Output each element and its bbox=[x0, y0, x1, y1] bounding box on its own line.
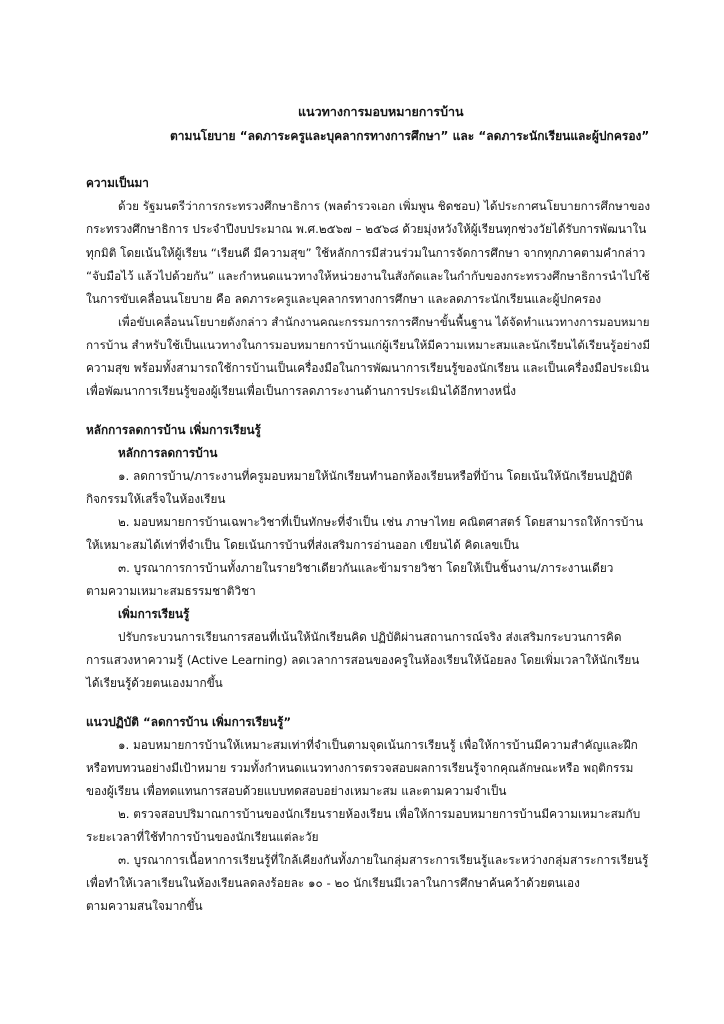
paragraph-line: การแสวงหาความรู้ (Active Learning) ลดเวลาการสอนของครูในห้องเรียนให้น้อยลง โดยเพิ่มเวลาให้นักเรียน bbox=[86, 653, 640, 667]
paragraph-line: “จับมือไว้ แล้วไปด้วยกัน” และกำหนดแนวทางให้หน่วยงานในสังกัดและในกำกับของกระทรวงศึกษาธิการนำไปใช้ bbox=[86, 269, 650, 283]
list-item-line: ๑. มอบหมายการบ้านให้เหมาะสมเท่าที่จำเป็นตามจุดเน้นการเรียนรู้ เพื่อให้การบ้านมีความสำคัญและฝึก bbox=[118, 738, 638, 752]
section-heading-background: ความเป็นมา bbox=[86, 176, 149, 190]
list-item-line: เพื่อทำให้เวลาเรียนในห้องเรียนลดลงร้อยละ ๑๐ - ๒๐ นักเรียนมีเวลาในการศึกษาค้นคว้าด้วยตนเอง bbox=[86, 876, 580, 890]
list-item-line: ระยะเวลาที่ใช้ทำการบ้านของนักเรียนแต่ละวัย bbox=[86, 830, 319, 844]
paragraph-line: การบ้าน สำหรับใช้เป็นแนวทางในการมอบหมายการบ้านแก่ผู้เรียนให้มีความเหมาะสมและนักเรียนได้เรียนรู้อย่างมี bbox=[86, 338, 651, 352]
list-item-line: ๓. บูรณาการการบ้านทั้งภายในรายวิชาเดียวกันและข้ามรายวิชา โดยให้เป็นชิ้นงาน/ภาระงานเดียว bbox=[118, 561, 614, 575]
document-title: แนวทางการมอบหมายการบ้าน bbox=[298, 104, 464, 119]
subheading-increase-learning: เพิ่มการเรียนรู้ bbox=[118, 607, 190, 621]
paragraph-line: ความสุข พร้อมทั้งสามารถใช้การบ้านเป็นเครื่องมือในการพัฒนาการเรียนรู้ของนักเรียน และเป็นเครื่องมือประเมิน bbox=[86, 361, 650, 375]
paragraph-line: ด้วย รัฐมนตรีว่าการกระทรวงศึกษาธิการ (พลตำรวจเอก เพิ่มพูน ชิดชอบ) ได้ประกาศนโยบายการศึกษาของ bbox=[118, 199, 651, 213]
list-item-line: ๒. มอบหมายการบ้านเฉพาะวิชาที่เป็นทักษะที่จำเป็น เช่น ภาษาไทย คณิตศาสตร์ โดยสามารถให้การบ้าน bbox=[118, 515, 644, 529]
paragraph-line: ได้เรียนรู้ด้วยตนเองมากขึ้น bbox=[86, 676, 223, 690]
document-subtitle: ตามนโยบาย “ลดภาระครูและบุคลากรทางการศึกษา” และ “ลดภาระนักเรียนและผู้ปกครอง” bbox=[170, 129, 650, 143]
section-heading-practice: แนวปฏิบัติ “ลดการบ้าน เพิ่มการเรียนรู้” bbox=[86, 715, 292, 729]
paragraph-line: เพื่อขับเคลื่อนนโยบายดังกล่าว สำนักงานคณะกรรมการการศึกษาขั้นพื้นฐาน ได้จัดทำแนวทางการมอบหมาย bbox=[118, 315, 650, 329]
list-item-line: ตามความเหมาะสมธรรมชาติวิชา bbox=[86, 584, 256, 598]
list-item-line: ตามความสนใจมากขึ้น bbox=[86, 899, 203, 913]
list-item-line: ๓. บูรณาการเนื้อหาการเรียนรู้ที่ใกล้เคียงกันทั้งภายในกลุ่มสาระการเรียนรู้และระหว่างกลุ่มสาระการเรียนรู้ bbox=[118, 853, 649, 867]
paragraph-line: ปรับกระบวนการเรียนการสอนที่เน้นให้นักเรียนคิด ปฏิบัติผ่านสถานการณ์จริง ส่งเสริมกระบวนการคิด bbox=[118, 630, 622, 644]
paragraph-line: ในการขับเคลื่อนนโยบาย คือ ลดภาระครูและบุคลากรทางการศึกษา และลดภาระนักเรียนและผู้ปกครอง bbox=[86, 292, 602, 306]
list-item-line: ๑. ลดการบ้าน/ภาระงานที่ครูมอบหมายให้นักเรียนทำนอกห้องเรียนหรือที่บ้าน โดยเน้นให้นักเรียนปฏิบัติ bbox=[118, 469, 633, 483]
subheading-reduce-homework: หลักการลดการบ้าน bbox=[118, 446, 218, 460]
list-item-line: ให้เหมาะสมได้เท่าที่จำเป็น โดยเน้นการบ้านที่ส่งเสริมการอ่านออก เขียนได้ คิดเลขเป็น bbox=[86, 538, 519, 552]
paragraph-line: กระทรวงศึกษาธิการ ประจำปีงบประมาณ พ.ศ.๒๕๖๗ – ๒๕๖๘ ด้วยมุ่งหวังให้ผู้เรียนทุกช่วงวัยได้รับการพัฒนาใน bbox=[86, 222, 647, 236]
paragraph-line: เพื่อพัฒนาการเรียนรู้ของผู้เรียนเพื่อเป็นการลดภาระงานด้านการประเมินได้อีกทางหนึ่ง bbox=[86, 384, 517, 398]
paragraph-line: ทุกมิติ โดยเน้นให้ผู้เรียน “เรียนดี มีความสุข” ใช้หลักการมีส่วนร่วมในการจัดการศึกษา จากทุกภาคตามคำกล่าว bbox=[86, 246, 646, 260]
list-item-line: ของผู้เรียน เพื่อทดแทนการสอบด้วยแบบทดสอบอย่างเหมาะสม และตามความจำเป็น bbox=[86, 784, 507, 798]
list-item-line: กิจกรรมให้เสร็จในห้องเรียน bbox=[86, 492, 226, 506]
list-item-line: ๒. ตรวจสอบปริมาณการบ้านของนักเรียนรายห้องเรียน เพื่อให้การมอบหมายการบ้านมีความเหมาะสมกับ bbox=[118, 807, 641, 821]
list-item-line: หรือทบทวนอย่างมีเป้าหมาย รวมทั้งกำหนดแนวทางการตรวจสอบผลการเรียนรู้จากคุณลักษณะหรือ พฤติกรรม bbox=[86, 761, 634, 775]
section-heading-principles: หลักการลดการบ้าน เพิ่มการเรียนรู้ bbox=[86, 423, 261, 437]
